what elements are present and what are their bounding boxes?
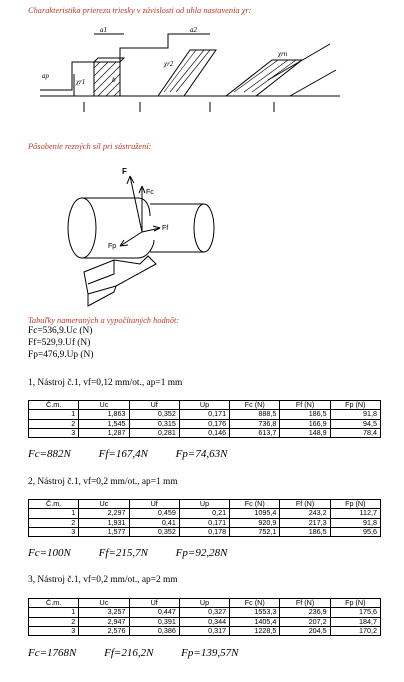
- section-1-title: 1, Nástroj č.1, vf=0,12 mm/ot., ap=1 mm: [28, 378, 183, 388]
- table-cell: 91,8: [330, 410, 380, 419]
- table-cell: 1553,3: [230, 608, 280, 617]
- table-cell: 0,459: [129, 509, 179, 518]
- table-cell: 1: [29, 410, 79, 419]
- table-cell: 3: [29, 626, 79, 635]
- chip-cross-section-figure: [40, 20, 350, 116]
- table-row: [29, 518, 381, 527]
- table-cell: 3: [29, 428, 79, 437]
- label-Fp: Fp: [108, 243, 117, 250]
- table-cell: 91,8: [330, 518, 380, 527]
- table-cell: 236,9: [280, 608, 330, 617]
- header-cell: Fc (N): [230, 500, 280, 509]
- table-cell: 175,6: [330, 608, 380, 617]
- table-cell: 204,5: [280, 626, 330, 635]
- header-cell: Ff (N): [280, 401, 330, 410]
- table-cell: 0,176: [179, 419, 229, 428]
- result-ff: Ff=167,4N: [98, 448, 148, 460]
- table-cell: 888,5: [230, 410, 280, 419]
- label-kr2: χr2: [164, 60, 174, 68]
- results-3: [28, 647, 260, 659]
- table-row: [29, 509, 381, 518]
- table-cell: 94,5: [330, 419, 380, 428]
- header-cell: Up: [179, 599, 229, 608]
- table-cell: 2,947: [79, 617, 129, 626]
- header-cell: Uc: [79, 500, 129, 509]
- table-cell: 2,297: [79, 509, 129, 518]
- table-cell: 0,344: [179, 617, 229, 626]
- table-row: [29, 626, 381, 635]
- table-cell: 0,21: [179, 509, 229, 518]
- formula-ff: Ff=529,9.Uf (N): [28, 338, 91, 348]
- formula-fc: Fc=536,9.Uc (N): [28, 326, 93, 336]
- result-fp: Fp=74,63N: [175, 448, 228, 460]
- formula-fp: Fp=476,9.Up (N): [28, 350, 94, 360]
- header-cell: Up: [179, 401, 229, 410]
- table-cell: 217,3: [280, 518, 330, 527]
- results-1: [28, 448, 249, 460]
- table-cell: 1228,5: [230, 626, 280, 635]
- table-row: [29, 617, 381, 626]
- table-cell: 3,257: [79, 608, 129, 617]
- table-cell: 1,577: [79, 527, 129, 536]
- table-cell: 184,7: [330, 617, 380, 626]
- tables-section-title: Tabuľky nameraných a vypočítaných hodnôt:: [28, 316, 180, 325]
- table-cell: 2: [29, 419, 79, 428]
- table-cell: 0,41: [129, 518, 179, 527]
- table-cell: 186,5: [280, 527, 330, 536]
- header-cell: Up: [179, 500, 229, 509]
- table-cell: 0,317: [179, 626, 229, 635]
- label-krn: χrn: [278, 50, 288, 58]
- table-cell: 0,171: [179, 410, 229, 419]
- table-cell: 0,315: [129, 419, 179, 428]
- table-cell: 3: [29, 527, 79, 536]
- label-ap: ap: [42, 72, 49, 80]
- table-cell: 2: [29, 518, 79, 527]
- table-cell: 1095,4: [230, 509, 280, 518]
- header-cell: Č.m.: [29, 599, 79, 608]
- table-header-row: [29, 401, 381, 410]
- table-cell: 736,8: [230, 419, 280, 428]
- table-header-row: [29, 500, 381, 509]
- result-ff: Ff=215,7N: [98, 547, 148, 559]
- table-cell: 1,863: [79, 410, 129, 419]
- header-cell: Fc (N): [230, 401, 280, 410]
- result-fc: Fc=100N: [28, 547, 71, 559]
- label-a2: a2: [190, 26, 197, 34]
- label-Ff: Ff: [162, 225, 169, 232]
- data-table-3: [28, 598, 381, 636]
- table-cell: 78,4: [330, 428, 380, 437]
- header-cell: Č.m.: [29, 401, 79, 410]
- header-cell: Ff (N): [280, 599, 330, 608]
- data-table-2: [28, 499, 381, 537]
- table-cell: 613,7: [230, 428, 280, 437]
- table-cell: 0,146: [179, 428, 229, 437]
- table-cell: 0,386: [129, 626, 179, 635]
- forces-section-title: Pôsobenie rezných síl pri sústružení:: [28, 142, 152, 151]
- table-cell: 1,545: [79, 419, 129, 428]
- table-cell: 2: [29, 617, 79, 626]
- table-cell: 166,9: [280, 419, 330, 428]
- table-cell: 1: [29, 608, 79, 617]
- chip-section-title: Charakteristika prierezu triesky v závislosti od uhla nastavenia χr:: [28, 6, 252, 15]
- table-cell: 95,6: [330, 527, 380, 536]
- table-row: [29, 410, 381, 419]
- header-cell: Uf: [129, 599, 179, 608]
- table-cell: 207,2: [280, 617, 330, 626]
- header-cell: Fc (N): [230, 599, 280, 608]
- result-ff: Ff=216,2N: [104, 647, 154, 659]
- label-kr1: χr1: [76, 78, 86, 86]
- header-cell: Uf: [129, 500, 179, 509]
- table-cell: 1,287: [79, 428, 129, 437]
- table-cell: 2,576: [79, 626, 129, 635]
- result-fc: Fc=882N: [28, 448, 71, 460]
- header-cell: Uc: [79, 599, 129, 608]
- data-table-1: [28, 400, 381, 438]
- table-cell: 0,327: [179, 608, 229, 617]
- table-cell: 0,352: [129, 410, 179, 419]
- table-row: [29, 608, 381, 617]
- table-header-row: [29, 599, 381, 608]
- table-cell: 148,9: [280, 428, 330, 437]
- table-cell: 0,178: [179, 527, 229, 536]
- table-cell: 170,2: [330, 626, 380, 635]
- table-row: [29, 428, 381, 437]
- label-F: F: [122, 167, 127, 176]
- header-cell: Fp (N): [330, 500, 380, 509]
- table-cell: 0,391: [129, 617, 179, 626]
- label-b: b: [112, 76, 116, 84]
- results-2: [28, 547, 249, 559]
- table-cell: 243,2: [280, 509, 330, 518]
- header-cell: Uf: [129, 401, 179, 410]
- table-cell: 112,7: [330, 509, 380, 518]
- table-cell: 0,281: [129, 428, 179, 437]
- table-cell: 0,352: [129, 527, 179, 536]
- header-cell: Fp (N): [330, 599, 380, 608]
- table-cell: 0,447: [129, 608, 179, 617]
- table-cell: 1405,4: [230, 617, 280, 626]
- result-fc: Fc=1768N: [28, 647, 77, 659]
- result-fp: Fp=139,57N: [181, 647, 239, 659]
- table-cell: 186,5: [280, 410, 330, 419]
- label-Fc: Fc: [146, 189, 154, 196]
- header-cell: Č.m.: [29, 500, 79, 509]
- header-cell: Fp (N): [330, 401, 380, 410]
- table-cell: 920,9: [230, 518, 280, 527]
- table-cell: 1,931: [79, 518, 129, 527]
- table-cell: 752,1: [230, 527, 280, 536]
- section-3-title: 3, Nástroj č.1, vf=0,2 mm/ot., ap=2 mm: [28, 575, 178, 585]
- header-cell: Ff (N): [280, 500, 330, 509]
- result-fp: Fp=92,28N: [175, 547, 228, 559]
- table-row: [29, 419, 381, 428]
- table-cell: 0,171: [179, 518, 229, 527]
- turning-forces-figure: [58, 160, 228, 308]
- table-row: [29, 527, 381, 536]
- table-cell: 1: [29, 509, 79, 518]
- label-a1: a1: [100, 26, 107, 34]
- section-2-title: 2, Nástroj č.1, vf=0,2 mm/ot., ap=1 mm: [28, 477, 178, 487]
- header-cell: Uc: [79, 401, 129, 410]
